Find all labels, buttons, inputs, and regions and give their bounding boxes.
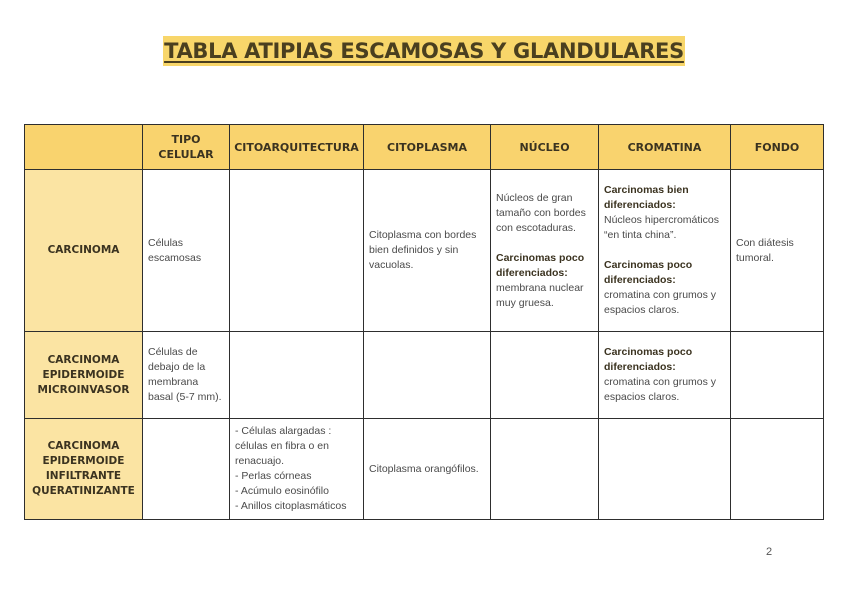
header-citoarquitectura: CITOARQUITECTURA xyxy=(230,125,364,170)
list-item: - Anillos citoplasmáticos xyxy=(235,500,347,512)
page-number: 2 xyxy=(766,546,773,558)
nucleo-bold: Carcinomas poco diferenciados: xyxy=(496,251,585,279)
table-row xyxy=(25,332,824,419)
cell-nucleo xyxy=(491,419,599,520)
cell-citoarquitectura xyxy=(230,332,364,419)
cell-fondo xyxy=(731,419,824,520)
cell-tipo-celular: Células de debajo de la membrana basal (5-7 mm). xyxy=(143,332,230,419)
header-fondo: FONDO xyxy=(731,125,824,170)
nucleo-text: Núcleos de gran tamaño con bordes con escotaduras. xyxy=(496,191,586,234)
cell-cromatina xyxy=(599,419,731,520)
cromatina-text: cromatina con grumos y espacios claros. xyxy=(604,376,717,403)
row-header-microinvasor: CARCINOMA EPIDERMOIDE MICROINVASOR xyxy=(25,332,143,419)
cromatina-bold: Carcinomas bien diferenciados: xyxy=(604,184,689,211)
cell-nucleo xyxy=(491,332,599,419)
row-header-infiltrante: CARCINOMA EPIDERMOIDE INFILTRANTE QUERATINIZANTE xyxy=(25,419,143,520)
header-tipo-celular: TIPO CELULAR xyxy=(143,125,230,170)
header-cromatina: CROMATINA xyxy=(599,125,731,170)
title-wrap xyxy=(0,36,848,66)
atypia-table xyxy=(24,124,824,520)
cell-tipo-celular xyxy=(143,419,230,520)
cell-fondo xyxy=(731,332,824,419)
cell-nucleo xyxy=(491,170,599,332)
cromatina-text-2: cromatina con grumos y espacios claros. xyxy=(604,289,717,316)
cromatina-bold-2: Carcinomas poco diferenciados: xyxy=(604,259,693,286)
cromatina-text: Núcleos hipercromáticos “en tinta china”. xyxy=(604,214,719,241)
header-corner xyxy=(25,125,143,170)
table-row xyxy=(25,419,824,520)
cell-citoplasma: Citoplasma orangófilos. xyxy=(364,419,491,520)
cell-citoarquitectura xyxy=(230,419,364,520)
table-row xyxy=(25,170,824,332)
cell-citoplasma: Citoplasma con bordes bien definidos y sin vacuolas. xyxy=(364,170,491,332)
header-row xyxy=(25,125,824,170)
list-item: - Acúmulo eosinófilo xyxy=(235,485,329,497)
cell-cromatina xyxy=(599,170,731,332)
row-header-carcinoma: CARCINOMA xyxy=(25,170,143,332)
nucleo-text-2: membrana nuclear muy gruesa. xyxy=(496,281,584,309)
cell-citoarquitectura xyxy=(230,170,364,332)
list-item: - Perlas córneas xyxy=(235,470,312,482)
list-item: - Células alargadas : células en fibra o en renacuajo. xyxy=(235,425,332,467)
cell-citoplasma xyxy=(364,332,491,419)
cromatina-bold: Carcinomas poco diferenciados: xyxy=(604,346,693,373)
cell-cromatina xyxy=(599,332,731,419)
cell-fondo: Con diátesis tumoral. xyxy=(731,170,824,332)
header-nucleo: NÚCLEO xyxy=(491,125,599,170)
cell-tipo-celular: Células escamosas xyxy=(143,170,230,332)
header-citoplasma: CITOPLASMA xyxy=(364,125,491,170)
page-title: TABLA ATIPIAS ESCAMOSAS Y GLANDULARES xyxy=(163,36,685,66)
